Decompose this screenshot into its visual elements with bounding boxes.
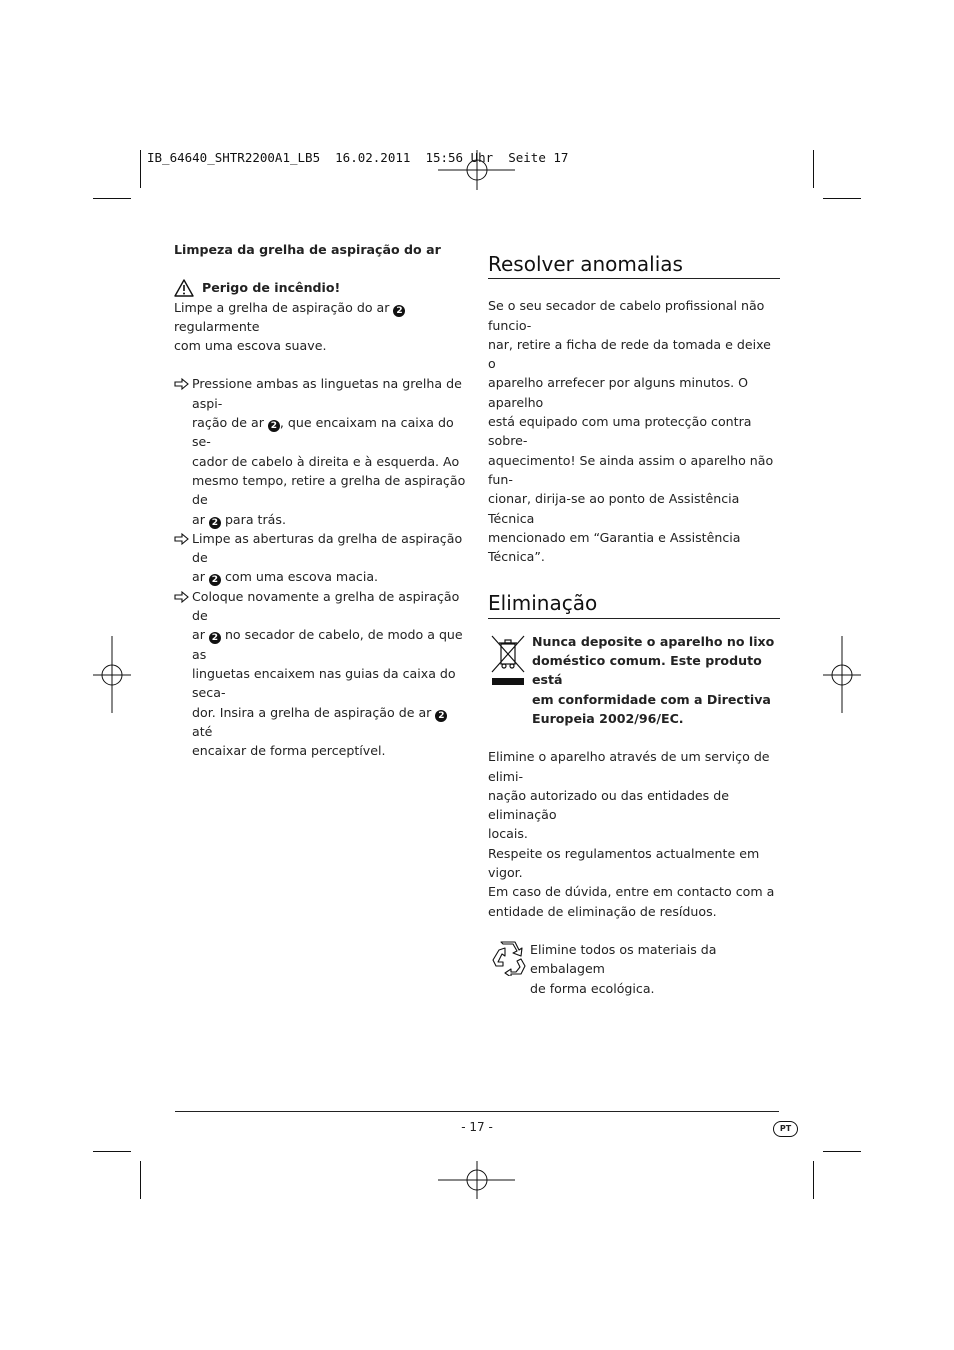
recycle-icon	[489, 940, 527, 976]
crossed-bin-icon	[490, 634, 526, 686]
callout-number: 2	[435, 710, 447, 722]
callout-number: 2	[209, 574, 221, 586]
left-column	[174, 240, 469, 760]
right-column	[488, 252, 780, 998]
warning-icon	[174, 279, 194, 297]
callout-number: 2	[209, 517, 221, 529]
disposal-text: Elimine o aparelho através de um serviço de elimi- nação autorizado ou das entidades de eliminação locais. Respeite os regulamentos actualmente em vigor. Em caso de dúvida, entre em contacto com a entidade de eliminação de resíduos.	[488, 749, 775, 919]
language-badge: PT	[773, 1121, 798, 1137]
callout-number: 2	[209, 632, 221, 644]
print-slug: IB_64640_SHTR2200A1_LB5 16.02.2011 15:56 Uhr Seite 17	[147, 150, 569, 165]
callout-number: 2	[393, 305, 405, 317]
troubleshooting-text: Se o seu secador de cabelo profissional não funcio- nar, retire a ficha de rede da tomada e deixe o aparelho arrefecer por alguns minutos. O aparelho está equipado com uma protecção contra sobre- aquecimento! Se ainda assim o aparelho não fun- cionar, dirija-se ao ponto de Assistência Técnica mencionado em “Garantia e Assistência Técnica”.	[488, 298, 774, 565]
recycle-notice: Elimine todos os materiais da embalagem de forma ecológica.	[488, 940, 780, 998]
section-heading: Limpeza da grelha de aspiração do ar	[174, 242, 441, 257]
section-title-disposal: Eliminação	[488, 591, 598, 616]
step-2: Limpe as aberturas da grelha de aspiração de ar 2 com uma escova macia.	[174, 529, 469, 587]
weee-notice: Nunca deposite o aparelho no lixo doméstico comum. Este produto está em conformidade com a Directiva Europeia 2002/96/EC.	[488, 632, 780, 728]
arrow-right-icon	[174, 590, 190, 604]
warning-title: Perigo de incêndio!	[202, 280, 341, 296]
step-1: Pressione ambas as linguetas na grelha de aspi- ração de ar 2 , que encaixam na caixa do se- cador de cabelo à direita e à esquerda. Ao mesmo tempo, retire a grelha de aspiração de ar 2 para trás.	[174, 374, 469, 528]
arrow-right-icon	[174, 532, 190, 546]
step-3: Coloque novamente a grelha de aspiração de ar 2 no secador de cabelo, de modo a que as linguetas encaixem nas guias da caixa do seca- dor. Insira a grelha de aspiração de ar 2 até encaixar de forma perceptível.	[174, 587, 469, 761]
section-title-troubleshooting: Resolver anomalias	[488, 252, 683, 276]
footer-rule	[175, 1111, 779, 1112]
callout-number: 2	[268, 420, 280, 432]
page-number: - 17 -	[461, 1120, 493, 1134]
intro-text: Limpe a grelha de aspiração do ar 2 regularmente com uma escova suave.	[174, 298, 469, 356]
arrow-right-icon	[174, 377, 190, 391]
